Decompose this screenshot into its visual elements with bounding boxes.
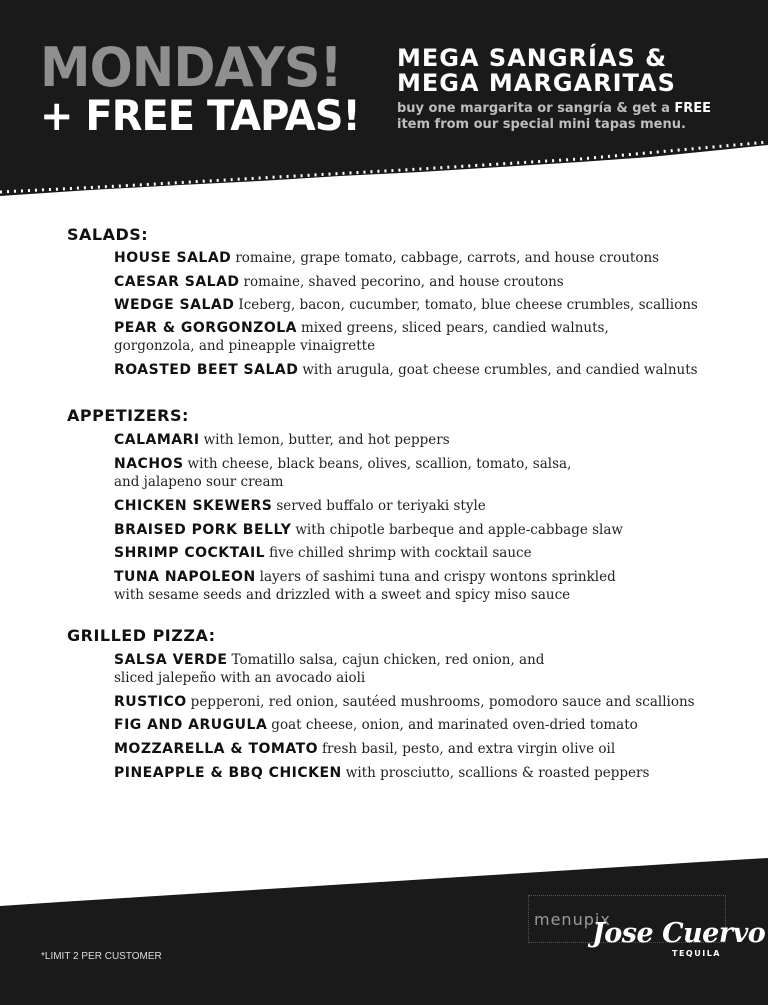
item-desc-cont: sliced jalepeño with an avocado aioli (114, 670, 366, 686)
item-name: CHICKEN SKEWERS (114, 498, 273, 514)
item-name: BRAISED PORK BELLY (114, 522, 292, 538)
menu-item (114, 568, 734, 604)
menu-item (114, 319, 734, 355)
brand-logo: Jose Cuervo (592, 918, 766, 949)
menu-item (114, 361, 734, 379)
item-desc: pepperoni, red onion, sautéed mushrooms, pomodoro sauce and scallions (190, 694, 695, 710)
item-desc: with prosciutto, scallions & roasted peppers (345, 765, 650, 781)
item-desc: romaine, shaved pecorino, and house croutons (243, 274, 564, 290)
item-desc-cont: and jalapeno sour cream (114, 474, 284, 490)
menu-item (114, 693, 734, 711)
headline-mega-margaritas: MEGA MARGARITAS (397, 69, 676, 97)
headline-mondays: MONDAYS! (40, 36, 342, 99)
item-name: NACHOS (114, 456, 184, 472)
item-name: RUSTICO (114, 694, 187, 710)
item-desc: with arugula, goat cheese crumbles, and candied walnuts (302, 362, 698, 378)
menu-item (114, 249, 734, 267)
menu-item (114, 651, 734, 687)
item-name: PEAR & GORGONZOLA (114, 320, 297, 336)
item-desc: mixed greens, sliced pears, candied walnuts, (301, 320, 609, 336)
section-title-salads: SALADS: (67, 225, 149, 244)
menu-item (114, 431, 734, 449)
item-name: ROASTED BEET SALAD (114, 362, 299, 378)
section-title-grilled-pizza: GRILLED PIZZA: (67, 626, 216, 645)
limit-note: *LIMIT 2 PER CUSTOMER (41, 951, 162, 962)
promo-free: FREE (674, 101, 712, 116)
item-desc: layers of sashimi tuna and crispy wontons sprinkled (259, 569, 616, 585)
item-name: PINEAPPLE & BBQ CHICKEN (114, 765, 342, 781)
item-desc: fresh basil, pesto, and extra virgin olive oil (322, 741, 616, 757)
item-name: CAESAR SALAD (114, 274, 240, 290)
menu-item (114, 764, 734, 782)
item-name: SHRIMP COCKTAIL (114, 545, 266, 561)
brand-subtitle: TEQUILA (672, 949, 721, 958)
promo-text (397, 101, 711, 133)
item-desc: goat cheese, onion, and marinated oven-dried tomato (271, 717, 638, 733)
item-desc: served buffalo or teriyaki style (276, 498, 486, 514)
menu-item (114, 497, 734, 515)
item-desc: with lemon, butter, and hot peppers (203, 432, 450, 448)
item-desc: Iceberg, bacon, cucumber, tomato, blue cheese crumbles, scallions (238, 297, 698, 313)
item-name: WEDGE SALAD (114, 297, 235, 313)
item-desc: Tomatillo salsa, cajun chicken, red onion, and (231, 652, 545, 668)
section-title-appetizers: APPETIZERS: (67, 406, 189, 425)
item-desc: with cheese, black beans, olives, scallion, tomato, salsa, (187, 456, 572, 472)
item-desc: five chilled shrimp with cocktail sauce (269, 545, 532, 561)
headline-free-tapas: + FREE TAPAS! (40, 91, 360, 140)
watermark-text: menupix (534, 910, 611, 929)
item-name: FIG AND ARUGULA (114, 717, 268, 733)
menu-item (114, 544, 734, 562)
item-desc-cont: gorgonzola, and pineapple vinaigrette (114, 338, 376, 354)
item-name: TUNA NAPOLEON (114, 569, 256, 585)
menu-item (114, 521, 734, 539)
headline-mega-sangrias: MEGA SANGRÍAS & (397, 44, 668, 72)
menu-item (114, 740, 734, 758)
item-desc: romaine, grape tomato, cabbage, carrots, and house croutons (235, 250, 660, 266)
item-desc-cont: with sesame seeds and drizzled with a sweet and spicy miso sauce (114, 587, 571, 603)
menu-item (114, 273, 734, 291)
item-name: HOUSE SALAD (114, 250, 232, 266)
menu-item (114, 296, 734, 314)
promo-line2: item from our special mini tapas menu. (397, 117, 686, 132)
promo-line1: buy one margarita or sangría & get a (397, 101, 675, 116)
item-name: MOZZARELLA & TOMATO (114, 741, 319, 757)
item-name: SALSA VERDE (114, 652, 228, 668)
menu-item (114, 455, 734, 491)
menu-item (114, 716, 734, 734)
item-name: CALAMARI (114, 432, 200, 448)
item-desc: with chipotle barbeque and apple-cabbage slaw (295, 522, 623, 538)
